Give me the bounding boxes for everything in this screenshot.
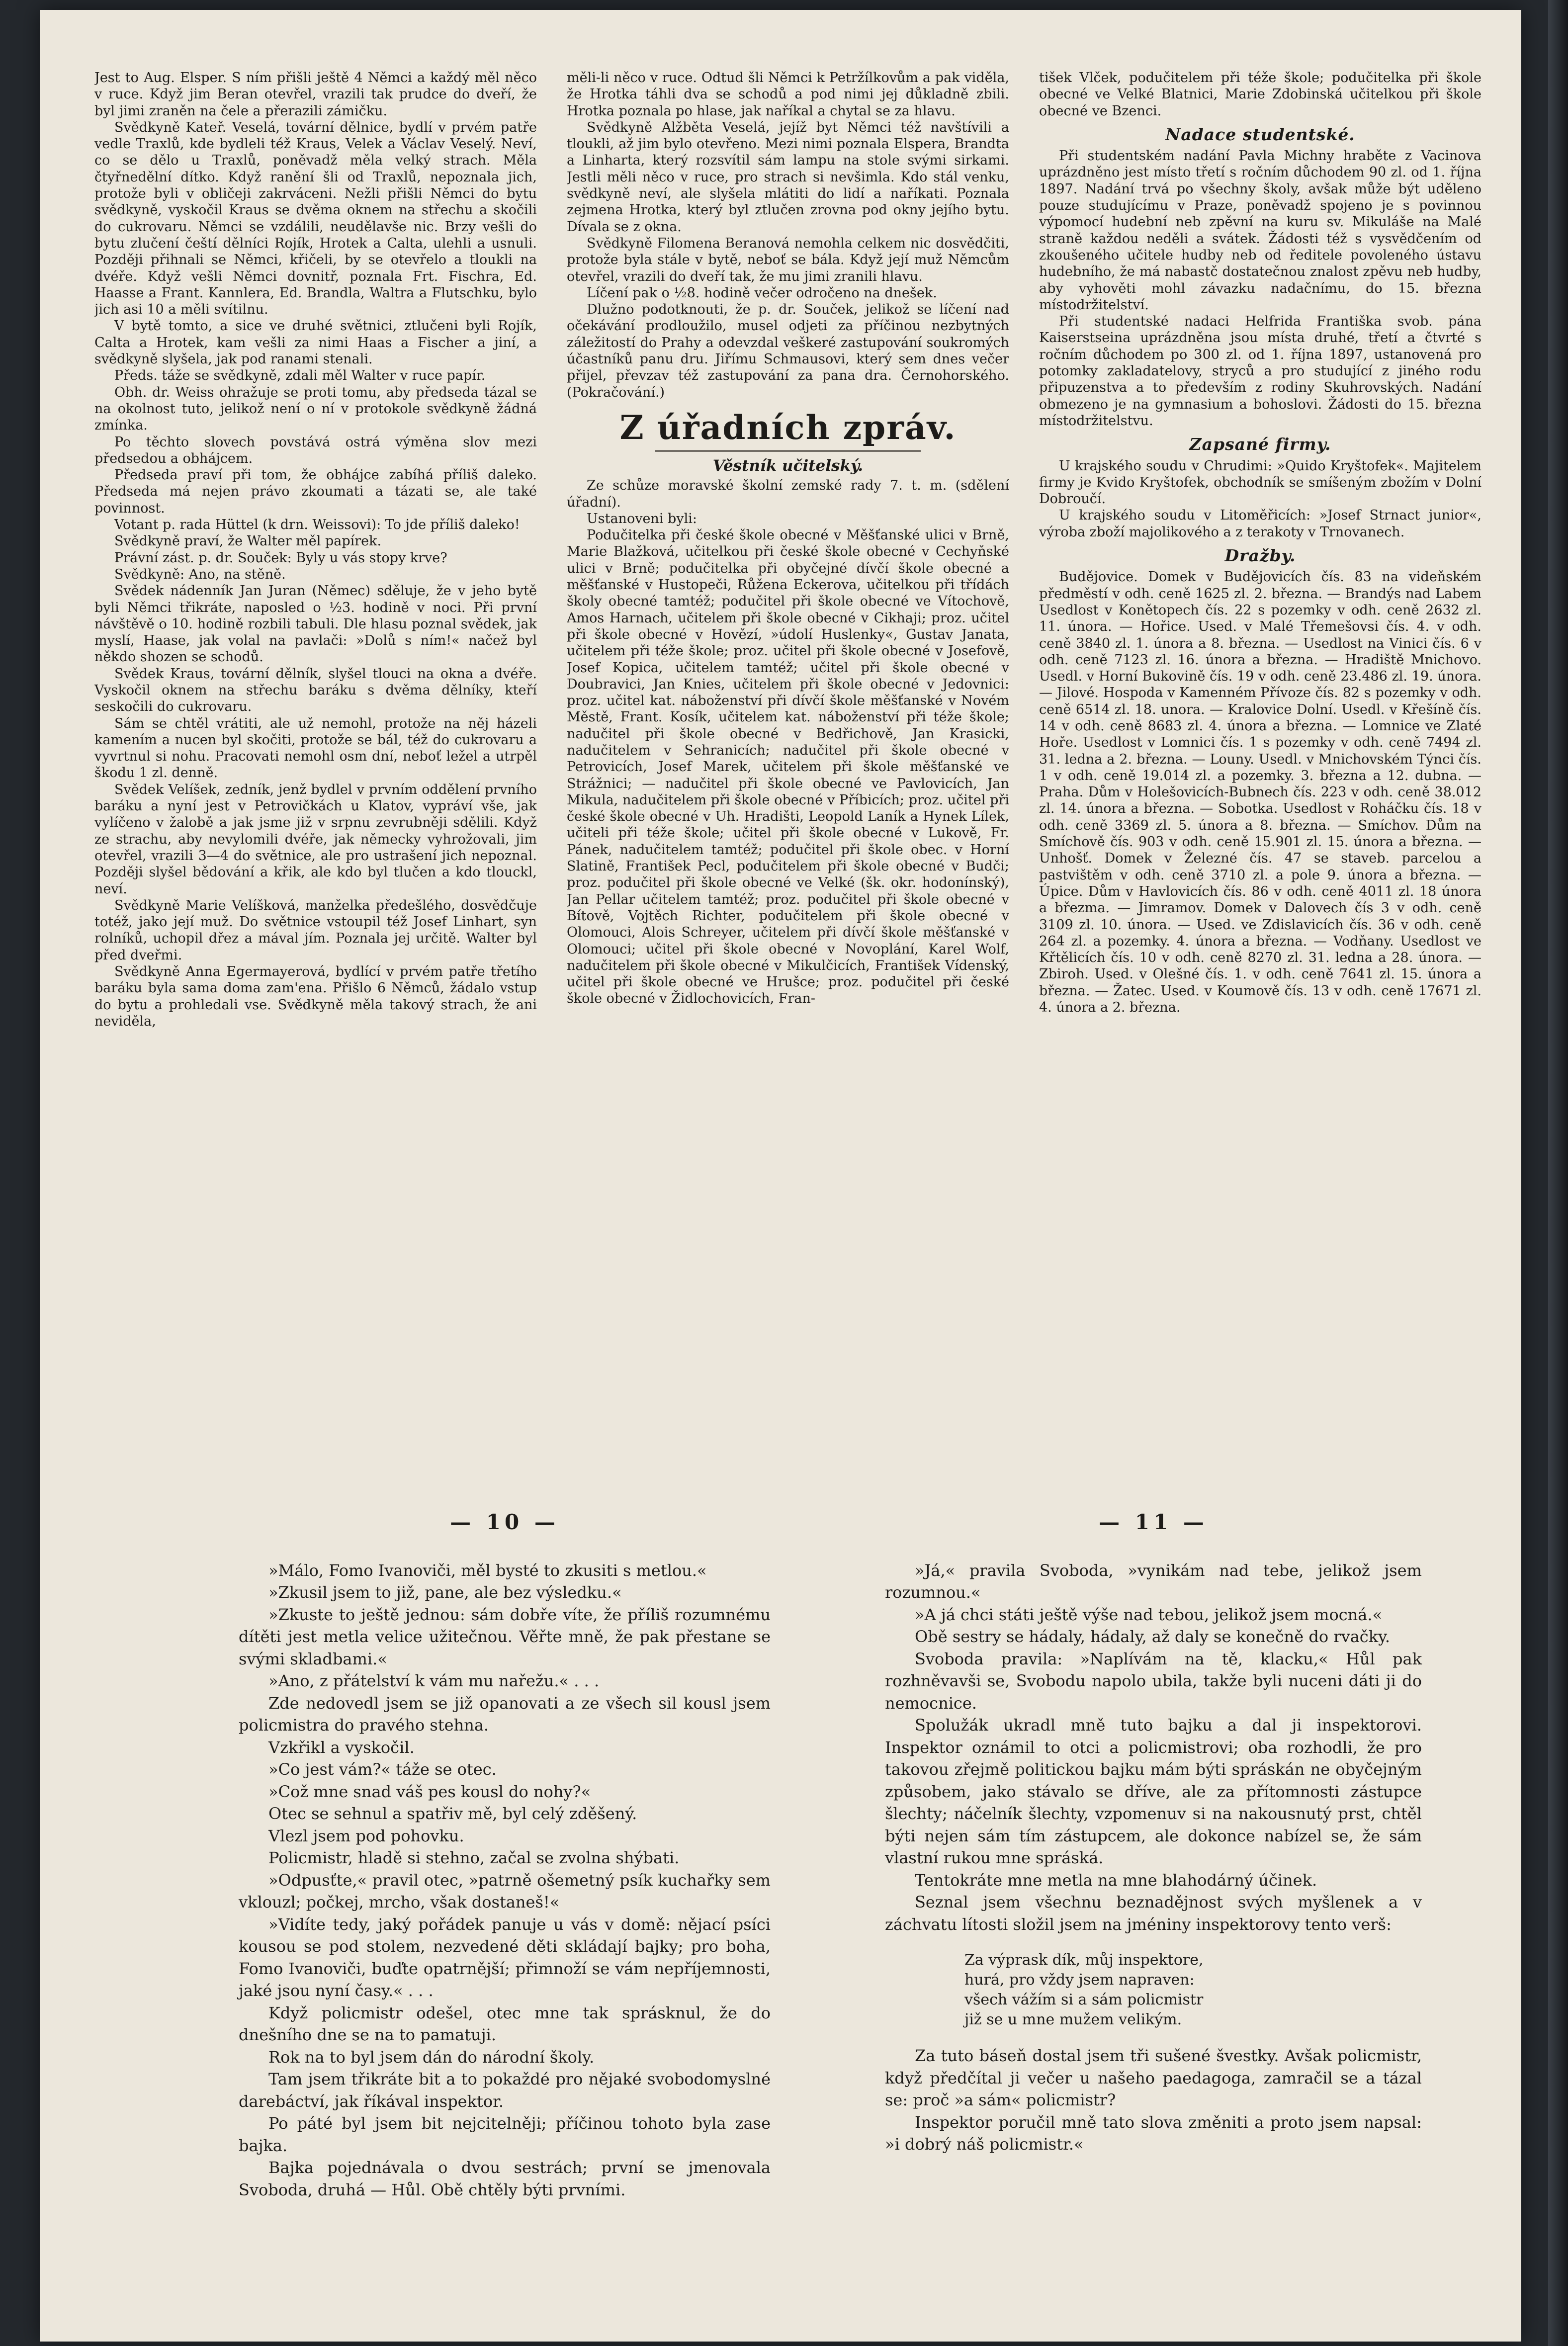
page-number-left: — 10 — [450, 1510, 559, 1534]
book-paragraph: »Zkuste to ještě jednou: sám dobře víte, že příliš rozumnému dítěti jest metla velice užitečnou. Věřte mně, že pak přestane se svými skladbami.« [239, 1605, 771, 1668]
page-number-right: — 11 — [1099, 1510, 1208, 1534]
article-paragraph: tišek Vlček, podučitelem při téže škole; podučitelka při škole obecné ve Velké Blatnici, Marie Zdobinská učitelkou při škole obecné ve Bzenci. [1039, 70, 1481, 119]
newspaper-column-3 [1039, 70, 1481, 1442]
book-paragraph: Když policmistr odešel, otec mne tak sprásknul, že do dnešního dne se na to pamatuji. [239, 2003, 771, 2044]
article-paragraph: Svědkyně: Ano, na stěně. [114, 566, 286, 582]
article-paragraph: Svědkyně Filomena Beranová nemohla celkem nic dosvědčiti, protože byla stále v bytě, neboť se bála. Když její muž Němcům otevřel, vrazili do dveří tak, že mu jimi zranili hlavu. [567, 235, 1009, 284]
book-paragraph: Obě sestry se hádaly, hádaly, až daly se konečně do rvačky. [915, 1627, 1391, 1646]
book-paragraph: Tentokráte mne metla na mne blahodárný účinek. [915, 1870, 1317, 1890]
rubric-heading: Nadace studentské. [1165, 124, 1355, 144]
article-paragraph: Předseda praví při tom, že obhájce zabíhá příliš daleko. Předseda má nejen právo zkoumati a tázati se, ale také povinnost. [94, 467, 537, 516]
book-paragraph: Po páté byl jsem bit nejcitelněji; příčinou tohoto byla zase bajka. [239, 2114, 771, 2155]
article-paragraph: Svědek Kraus, tovární dělník, slyšel tlouci na okna a dvéře. Vyskočil oknem na střechu baráku s dvěma dělníky, kteří seskočili do cukrovaru. [94, 666, 537, 715]
article-paragraph: Svědkyně Kateř. Veselá, tovární dělnice, bydlí v prvém patře vedle Traxlů, kde bydleli též Kraus, Velek a Václav Veselý. Neví, co se dělo u Traxlů, poněvadž měla velký strach. Měla čtyřnedělní dítko. Když ranění šli od Traxlů, nepoznala jich, protože byli v obličeji zakrváceni. Nežli přišli Němci do bytu svědkyně, vyskočil Kraus se dvěma oknem na střechu a skočili do cukrovaru. Němci se vzdálili, neudělavše nic. Brzy vešli do bytu zlučení čeští dělníci Rojík, Hrotek a Calta, ulehli a usnuli. Později přihnali se Němci, křičeli, by se otevřelo a tloukli na dvéře. Když vešli Němci dovnitř, poznala Frt. Fischra, Ed. Haasse a Frant. Kannlera, Ed. Brandla, Waltra a Flutschku, bylo jich asi 10 a měli svítilnu. [94, 119, 537, 318]
book-paragraph: »Málo, Fomo Ivanoviči, měl bysté to zkusiti s metlou.« [268, 1561, 707, 1580]
article-paragraph: Předs. táže se svědkyně, zdali měl Walter v ruce papír. [114, 368, 486, 384]
poem-line: Za výprask dík, můj inspektore, [964, 1951, 1204, 1969]
article-paragraph: Svědek Velíšek, zedník, jenž bydlel v prvním oddělení prvního baráku a nyní jest v Petrovičkách u Klatov, vypráví vše, jak vylíčeno v žalobě a jak jsme již v srpnu zevrubněji sdělili. Když ze strachu, aby nevylomili dvéře, jak německy vyhrožovali, jim otevřel, vrazili 3—4 do světnice, ale pro ustrašení jich nepoznal. Později slyšel bědování a křik, ale kdo byl tlučen a kdo tlouckl, neví. [94, 782, 537, 897]
article-paragraph: Svědkyně praví, že Walter měl papírek. [114, 533, 382, 549]
poem-line: všech vážím si a sám policmistr [964, 1991, 1204, 2008]
scanned-page [40, 10, 1521, 2342]
book-paragraph: Svoboda pravila: »Naplívám na tě, klacku,« Hůl pak rozhněvavši se, Svobodu napolo ubila, takže byli nuceni dáti ji do nemocnice. [885, 1649, 1422, 1713]
rubric-heading: Dražby. [1224, 546, 1296, 566]
article-paragraph: Podučitelka při české škole obecné v Měšťanské ulici v Brně, Marie Blažková, učitelkou při české škole obecné v Cechyňské ulici v Brně; podučitelka při obyčejné dívčí škole obecné a měšťanské v Hustopeči, Růžena Eckerova, učitelkou při třídách školy obecné tamtéž; podučitel při škole obecné ve Vítochově, Amos Harnach, učitelem při škole obecné v Cikhaji; proz. učitel při škole obecné v Hovězí, »údolí Huslenky«, Gustav Janata, učitelem při téže škole; proz. učitel při škole obecné v Josefově, Josef Kopica, učitelem tamtéž; učitel při škole obecné v Doubravici, Jan Knies, učitelem při škole obecné v Jedovnici: proz. učitel kat. náboženství při dívčí škole měšťanské v Novém Městě, Frant. Kosík, učitelem kat. náboženství při téže škole; nadučitel při škole obecné v Bedřichově, Jan Krasicki, nadučitelem v Sehranicích; nadučitel při škole obecné v Petrovicích, Josef Marek, učitelem při škole měšťanské ve Strážnici; — nadučitel při škole obecné ve Pavlovicích, Jan Mikula, nadučitelem při škole obecné v Příbicích; proz. učitel při české škole obecné v Uh. Hradišti, Leopold Laník a Hynek Lílek, učiteli při téže škole; učitel při škole obecné v Lukově, Fr. Pánek, nadučitelem tamtéž; podučitel při škole obec. v Horní Slatině, František Pecl, podučitelem při škole obecné v Budči; proz. podučitel při škole obecné ve Velké (šk. okr. hodonínský), Jan Pellar učitelem tamtéž; proz. podučitel při škole obecné v Bítově, Vojtěch Richter, podučitelem při škole obecné v Olomouci, Alois Schreyer, učitelem při dívčí škole měšťanské v Olomouci; učitel při škole obecné v Novoplání, Karel Wolf, nadučitelem při škole obecné v Mikulčicích, František Vídenský, učitel při škole obecné ve Hrušce; proz. podučitel při české škole obecné v Židlochovicích, Fran- [567, 527, 1009, 1007]
book-paragraph: Za tuto báseň dostal jsem tři sušené švestky. Avšak policmistr, když předčítal ji večer u našeho paedagoga, zamračil se a tázal se: proč »a sám« policmistr? [885, 2046, 1422, 2109]
book-paragraph: »Co jest vám?« táže se otec. [268, 1760, 497, 1779]
book-paragraph: Vzkřikl a vyskočil. [268, 1738, 415, 1757]
article-paragraph: Při studentském nadání Pavla Michny hraběte z Vacinova uprázdněno jest místo třetí s ročním důchodem 90 zl. od 1. října 1897. Nadání trvá po všechny školy, avšak může být uděleno pouze studujícímu v Praze, poněvadž spojeno je s povinnou výpomocí hudební neb zpěvní na kuru sv. Mikuláše na Malé straně každou neděli a svátek. Žádosti též s vysvědčením od zkoušeného učitele hudby neb od ředitele povoleného ústavu hudebního, že má nabastč dostatečnou znalost zpěvu neb hudby, aby vyhověti mohl závazku nadačnímu, do 15. března místodržitelství. [1039, 148, 1481, 313]
article-paragraph: U krajského soudu v Litoměřicích: »Josef Strnact junior«, výroba zboží majolikového a z terakoty v Trnovanech. [1039, 508, 1481, 540]
article-paragraph: Svědek nádenník Jan Juran (Němec) sděluje, že v jeho bytě byli Němci třikráte, naposled o ½3. hodině v noci. Při první návštěvě o 10. hodině rozbili tabuli. Dle hlasu poznal svědek, jak myslí, Haase, jak volal na pavlači: »Dolů s ním!« načež byl někdo shozen se schodů. [94, 583, 537, 665]
newspaper-column-1 [94, 70, 537, 1442]
book-paragraph: »Ano, z přátelství k vám mu nařežu.« . . . [268, 1671, 600, 1690]
newspaper-column-2 [567, 70, 1009, 1442]
article-paragraph: Dlužno podotknouti, že p. dr. Souček, jelikož se líčení nad očekávání prodloužilo, musel odjeti za příčinou nezbytných záležitostí do Prahy a odevzdal veškeré zastupování soukromých účastníků panu dru. Jiřímu Schmausovi, který sem dnes večer přijel, převzav též zastupování za pana dra. Černohorského. (Pokračování.) [567, 302, 1009, 400]
newspaper-page [94, 70, 1481, 1442]
article-paragraph: Ustanoveni byli: [587, 511, 697, 526]
article-paragraph: Po těchto slovech povstává ostrá výměna slov mezi předsedou a obhájcem. [94, 434, 537, 466]
article-paragraph: Ze schůze moravské školní zemské rady 7. t. m. (sdělení úřadní). [567, 478, 1009, 510]
book-page-left [239, 1511, 771, 2307]
book-paragraph: »Zkusil jsem to již, pane, ale bez výsledku.« [268, 1583, 622, 1602]
poem [964, 1950, 1422, 2030]
book-paragraph: »Odpusťte,« pravil otec, »patrně ošemetný psík kuchařky sem vklouzl; počkej, mrcho, však dostaneš!« [239, 1870, 771, 1912]
book-paragraph: »Což mne snad váš pes kousl do nohy?« [268, 1782, 591, 1801]
book-paragraph: Vlezl jsem pod pohovku. [268, 1826, 464, 1845]
book-paragraph: »Vidíte tedy, jaký pořádek panuje u vás v domě: nějací psíci kousou se pod stolem, nezvedené děti skládají bajky; pro boha, Fomo Ivanoviči, buďte opatrnější; přimnoží se vám nepříjemnosti, jaké jsou nyní časy.« . . . [239, 1914, 771, 2000]
book-paragraph: Tam jsem třikráte bit a to pokaždé pro nějaké svobodomyslné darebáctví, jak říkával inspektor. [239, 2070, 771, 2111]
article-paragraph: Při studentské nadaci Helfrida Františka svob. pána Kaiserstseina uprázdněna jsou místa druhé, třetí a čtvrté s ročním důchodem po 300 zl. od 1. října 1897, ustanovená pro potomky zakladatelovy, stryců a pro studující z jiného rodu připuzenstva a to především z rodiny Skuhrovských. Nadání obmezeno je na gymnasium a bohoslovi. Žádosti do 15. března místodržitelstvu. [1039, 314, 1481, 429]
book-paragraph: Otec se sehnul a spatřiv mě, byl celý zděšený. [268, 1804, 637, 1823]
article-paragraph: Votant p. rada Hüttel (k drn. Weissovi): To jde příliš daleko! [114, 517, 520, 533]
book-right-ending [885, 2045, 1422, 2156]
book-paragraph: Policmistr, hladě si stehno, začal se zvolna shýbati. [268, 1848, 680, 1867]
article-paragraph: Jest to Aug. Elsper. S ním přišli ještě 4 Němci a každý měl něco v ruce. Když jim Beran otevřel, vrazili tak prudce do dveří, že byl jimi zraněn na čele a přerazili zámičku. [94, 70, 537, 119]
article-paragraph: U krajského soudu v Chrudimi: »Quido Kryštofek«. Majitelem firmy je Kvido Kryštofek, obchodník se smíšeným zbožím v Dolní Dobroučí. [1039, 458, 1481, 507]
book-paragraph: Zde nedovedl jsem se již opanovati a ze všech sil kousl jsem policmistra do pravého stehna. [239, 1693, 771, 1735]
book-paragraph: »A já chci státi ještě výše nad tebou, jelikož jsem mocná.« [915, 1605, 1383, 1624]
article-paragraph: měli-li něco v ruce. Odtud šli Němci k Petržílkovům a pak viděla, že Hrotka táhli dva se schodů a pod nimi jej důkladně zbili. Hrotka poznala po hlase, jak naříkal a chytal se za hlavu. [567, 70, 1009, 119]
article-paragraph: Líčení pak o ½8. hodině večer odročeno na dnešek. [587, 285, 937, 301]
viewer-edge [1548, 0, 1568, 2346]
section-heading: Z úřadních zpráv. [619, 408, 957, 447]
book-paragraph: Spolužák ukradl mně tuto bajku a dal ji inspektorovi. Inspektor oznámil to otci a policmistrovi; oba rozhodli, že pro takovou zřejmě politickou bajku mám býti spráskán ne obyčejným způsobem, jako stávalo se dříve, ale za přítomnosti zástupce šlechty; náčelník šlechty, vzpomenuv si na nakousnutý prst, chtěl býti nejen sám tím zástupcem, ale dokonce nabízel se, že sám vlastní rukou mne spráská. [885, 1716, 1422, 1867]
book-page-right [885, 1511, 1422, 2307]
book-paragraph: Rok na to byl jsem dán do národní školy. [268, 2047, 595, 2067]
rubric-heading: Zapsané firmy. [1189, 434, 1331, 454]
book-right-text [885, 1560, 1422, 1936]
article-paragraph: Svědkyně Anna Egermayerová, bydlící v prvém patře třetího baráku byla sama doma zam'ena. Přišlo 6 Němců, žádalo vstup do bytu a prohledali vse. Svědkyně měla takový strach, že ani neviděla, [94, 964, 537, 1029]
book-paragraph: Inspektor poručil mně tato slova změniti a proto jsem napsal: »i dobrý náš policmistr.« [885, 2112, 1422, 2154]
subsection-heading: Věstník učitelský. [712, 456, 864, 475]
article-paragraph: V bytě tomto, a sice ve druhé světnici, ztlučeni byli Rojík, Calta a Hrotek, kam vešli za nimi Haas a Fischer a jiní, a svědkyně slyšela, jak pod ranami stenali. [94, 318, 537, 367]
book-left-text [239, 1560, 771, 2201]
poem-line: již se u mne mužem velikým. [964, 2011, 1182, 2028]
article-paragraph: Svědkyně Alžběta Veselá, jejíž byt Němci též navštívili a tloukli, až jim bylo otevřeno. Mezi nimi poznala Elspera, Brandta a Linharta, který rozsvítil sám lampu na stole svými sirkami. Jestli měli něco v ruce, pro strach si nevšimla. Kdo stál venku, svědkyně neví, ale slyšela mlátiti do lidí a naříkati. Poznala zejmena Hrotka, který byl ztlučen zrovna pod okny jejího bytu. Dívala se z okna. [567, 119, 1009, 235]
article-paragraph: Právní zást. p. dr. Souček: Byly u vás stopy krve? [114, 550, 447, 566]
article-paragraph: Sám se chtěl vrátiti, ale už nemohl, protože na něj házeli kamením a nucen byl skočiti, protože se bál, též do cukrovaru a vyvrtnul si nohu. Pracovati nemohl osm dní, neboť ležel a utrpěl škodu 1 zl. denně. [94, 715, 537, 781]
poem-line: hurá, pro vždy jsem napraven: [964, 1971, 1195, 1989]
article-paragraph: Svědkyně Marie Velíšková, manželka předešlého, dosvědčuje totéž, jako její muž. Do světnice vstoupil též Josef Linhart, syn rolníků, uchopil dřez a mával jím. Poznala jej určitě. Walter byl před dveřmi. [94, 897, 537, 963]
book-paragraph: »Já,« pravila Svoboda, »vynikám nad tebe, jelikož jsem rozumnou.« [885, 1561, 1422, 1602]
book-paragraph: Bajka pojednávala o dvou sestrách; první se jmenovala Svoboda, druhá — Hůl. Obě chtěly býti prvními. [239, 2158, 771, 2199]
article-paragraph: Budějovice. Domek v Budějovicích čís. 83 na videňském předměstí v odh. ceně 1625 zl. 2. března. — Brandýs nad Labem Usedlost v Konětopech čís. 22 s pozemky v odh. ceně 2632 zl. 11. února. — Hořice. Used. v Malé Třemešovsi čís. 4. v odh. ceně 3840 zl. 1. února a 8. března. — Usedlost na Vinici čís. 6 v odh. ceně 7123 zl. 16. února a března. — Hradiště Mnichovo. Usedl. v Horní Bukovině čís. 19 v odh. ceně 23.486 zl. 19. února. — Jilové. Hospoda v Kamenném Přívoze čís. 82 s pozemky v odh. ceně 6514 zl. 18. unora. — Kralovice Dolní. Usedl. v Křešíně čís. 14 v odh. ceně 8683 zl. 4. února a března. — Lomnice ve Zlaté Hoře. Usedlost v Lomnici čís. 1 s pozemky v odh. ceně 7494 zl. 31. ledna a 2. března. — Louny. Usedl. v Mnichovském Týnci čís. 1 v odh. ceně 19.014 zl. a pozemky. 3. března a 12. dubna. — Praha. Dům v Holešovicích-Bubnech čís. 223 v odh. ceně 38.012 zl. 14. února a března. — Sobotka. Usedlost v Roháčku čís. 18 v odh. ceně 3369 zl. 5. února a 8. března. — Smíchov. Dům na Smíchově čís. 903 v odh. ceně 15.901 zl. 15. února a března. — Unhošť. Domek v Železné čís. 47 se staveb. parcelou a pastvištěm v odh. ceně 3710 zl. a pole 9. února a března. — Úpice. Dům v Havlovicích čís. 86 v odh. ceně 4011 zl. 18 února a březma. — Jimramov. Domek v Dalovech čís 3 v odh. ceně 3109 zl. 10. února. — Used. ve Zdislavicích čís. 36 v odh. ceně 264 zl. a pozemky. 4. února a března. — Vodňany. Usedlost ve Křtělicích čís. 10 v odh. ceně 8270 zl. 31. ledna a 28. února. — Zbiroh. Used. v Olešné čís. 1. v odh. ceně 7641 zl. 15. února a března. — Žatec. Used. v Koumově čís. 13 v odh. ceně 17671 zl. 4. února a 2. března. [1039, 569, 1481, 1016]
book-paragraph: Seznal jsem všechnu beznadějnost svých myšlenek a v záchvatu lítosti složil jsem na jméniny inspektorovy tento verš: [885, 1893, 1422, 1934]
heading-rule [655, 450, 921, 452]
article-paragraph: Obh. dr. Weiss ohražuje se proti tomu, aby předseda tázal se na okolnost tuto, jelikož není o ní v protokole svědkyně žádná zmínka. [94, 384, 537, 434]
